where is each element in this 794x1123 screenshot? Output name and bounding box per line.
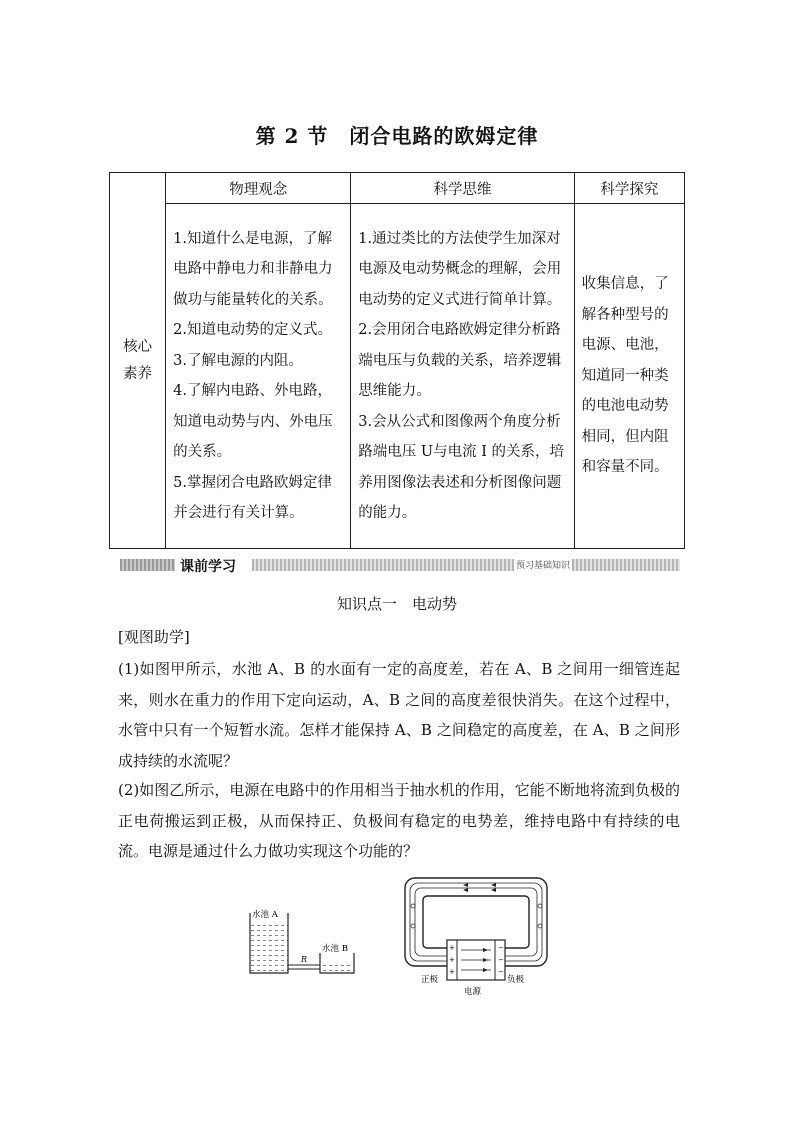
- pipe-label: R: [301, 955, 308, 964]
- core-literacy-table: [109, 172, 685, 549]
- page-title: 第 2 节 闭合电路的欧姆定律: [255, 124, 539, 148]
- power-source-label: 电源: [464, 987, 482, 997]
- concept-item: 3.了解电源的内阻。: [173, 352, 303, 369]
- banner-label: 课前学习: [180, 559, 236, 575]
- paragraph-2-text: (2)如图乙所示，电源在电路中的作用相当于抽水机的作用，它能不断地将流到负极的正电荷搬运到正极，从而保持正、负极间有稳定的电势差，维持电路中有持续的电流。电源是通过什么力做功实现这个功能的？: [118, 781, 680, 860]
- thinking-item: 2.会用闭合电路欧姆定律分析路端电压与负载的关系，培养逻辑思维能力。: [358, 322, 562, 399]
- row-header: [110, 173, 166, 549]
- concept-item: 2.知道电动势的定义式。: [173, 322, 332, 338]
- scientific-inquiry-cell: [574, 204, 684, 549]
- thinking-item: 3.会从公式和图像两个角度分析路端电压 U与电流 I 的关系，培养用图像法表述和分析图像问题的能力。: [358, 413, 565, 521]
- banner-tag: 预习基础知识: [514, 558, 572, 571]
- pool-b-label: 水池 B: [322, 944, 348, 954]
- paragraph-2: [118, 775, 680, 867]
- pool-a-label: 水池 A: [252, 910, 278, 920]
- svg-text:−: −: [498, 968, 504, 976]
- svg-text:+: +: [449, 944, 455, 952]
- thinking-item: 1.通过类比的方法使学生加深对电源及电动势概念的理解，会用电动势的定义式进行简单计算。: [358, 230, 562, 308]
- row-header-text: 核心 素养: [123, 338, 153, 382]
- svg-text:+: +: [449, 956, 455, 964]
- knowledge-point-title: 知识点一 电动势: [336, 595, 457, 613]
- figure-water-pools: [244, 903, 364, 985]
- observe-label: [观图助学]: [118, 628, 190, 646]
- paragraph-1: [118, 654, 680, 776]
- column-header-scientific-inquiry: 科学探究: [574, 173, 684, 204]
- svg-text:+: +: [449, 968, 455, 976]
- svg-text:−: −: [498, 956, 504, 964]
- column-header-physics-concepts: 物理观念: [166, 173, 351, 204]
- inquiry-text: 收集信息，了解各种型号的电源、电池，知道同一种类的电池电动势相同，但内阻和容量不同。: [581, 276, 669, 476]
- physics-concepts-cell: [166, 204, 351, 549]
- paragraph-1-text: (1)如图甲所示，水池 A、B 的水面有一定的高度差，若在 A、B 之间用一细管连起来，则水在重力的作用下定向运动，A、B 之间的高度差很快消失。在这个过程中，水管中只有一个短暂水流。怎样才能保持 A、B 之间稳定的高度差，在 A、B 之间形成持续的水流呢？: [118, 660, 680, 770]
- figure-circuit: [403, 876, 551, 998]
- concept-item: 4.了解内电路、外电路，知道电动势与内、外电压的关系。: [173, 383, 333, 460]
- column-header-scientific-thinking: 科学思维: [351, 173, 574, 204]
- concept-item: 5.掌握闭合电路欧姆定律并会进行有关计算。: [173, 474, 332, 521]
- banner-decoration-right: [252, 559, 680, 571]
- positive-terminal-label: 正极: [421, 975, 439, 985]
- svg-text:−: −: [498, 944, 504, 952]
- section-banner: [120, 557, 680, 573]
- banner-decoration-left: [120, 559, 175, 571]
- scientific-thinking-cell: [351, 204, 574, 549]
- negative-terminal-label: 负极: [507, 975, 525, 985]
- concept-item: 1.知道什么是电源，了解电路中静电力和非静电力做功与能量转化的关系。: [173, 230, 333, 308]
